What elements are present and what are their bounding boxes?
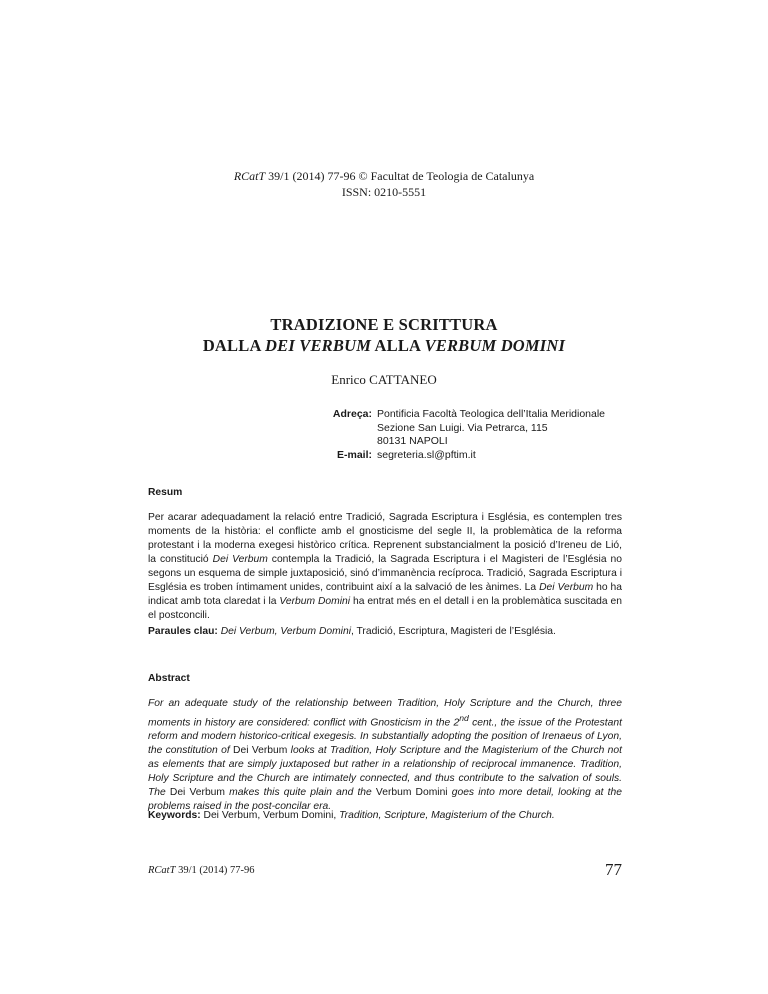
resum-text: Per acarar adequadament la relació entre Tradició, Sagrada Escriptura i Església, es contemplen tres moments de la història: el conflicte amb el gnosticisme del segle II, la problemàtica de la reforma protestant i la moderna exegesi històrico crítica. Reprenent substancialment la posició d’Ireneu de Lió, la constitució <box>148 512 622 565</box>
page-number: 77 <box>605 860 622 879</box>
title-part: DALLA <box>202 336 265 355</box>
footer-citation-text: 39/1 (2014) 77-96 <box>175 865 255 876</box>
resum-text: contempla la Tradició, la Sagrada Escriptura i el Magisteri de l’Església no segons un esquema de simple juxtaposició, sinó d’immanència recíproca. Tradició, Sagrada Escriptura i Església es troben íntimament unides, contribuint així a la salvació de les ànimes. La <box>148 554 622 593</box>
resum-text: ho ha indicat amb tota claredat i la <box>148 582 622 607</box>
abstract-text: cent., the issue of the Protestant reform and modern historico-critical exegesis. In substantially adopting the position of Irenaeus of Lyon, the constitution of <box>148 717 622 757</box>
journal-header <box>0 168 768 200</box>
abstract-paragraph <box>148 697 622 814</box>
citation-text: 39/1 (2014) 77-96 © Facultat de Teologia de Catalunya <box>265 169 535 183</box>
footer-journal-abbr: RCatT <box>148 865 176 876</box>
keywords-text: , Tradició, Escriptura, Magisteri de l’Església. <box>350 626 556 637</box>
title-italic-part: VERBUM DOMINI <box>424 336 566 355</box>
address-block <box>310 408 605 462</box>
title-line-1: TRADIZIONE E SCRITTURA <box>270 315 498 334</box>
address-line: Sezione San Luigi. Via Petrarca, 115 <box>377 421 548 434</box>
address-row <box>310 435 605 449</box>
resum-keywords <box>148 626 622 637</box>
address-line: 80131 NAPOLI <box>377 435 448 447</box>
keywords-label: Paraules clau: <box>148 626 218 637</box>
address-row <box>310 422 605 436</box>
footer-citation <box>148 865 254 876</box>
resum-italic: Dei Verbum <box>539 582 594 593</box>
address-label: Adreça: <box>332 408 372 420</box>
resum-italic: Dei Verbum <box>212 554 268 565</box>
abstract-text: For an adequate study of the relationship between Tradition, Holy Scripture and the Church, three moments in history are considered: conflict with Gnosticism in the 2 <box>148 698 622 729</box>
abstract-superscript: nd <box>459 713 469 723</box>
abstract-text: goes into more detail, looking at the problems raised in the post-concilar era. <box>148 787 622 813</box>
title-line-2 <box>0 335 768 356</box>
abstract-text: makes this quite plain and the <box>224 787 376 799</box>
resum-italic: Verbum Domini <box>279 596 351 607</box>
keywords-label: Keywords: <box>148 810 201 821</box>
resum-paragraph <box>148 511 622 623</box>
email-label: E-mail: <box>336 448 372 461</box>
resum-text: ha entrat més en el detall i en la problemàtica suscitada en el postconcili. <box>148 596 623 621</box>
issn: ISSN: 0210-5551 <box>341 185 427 199</box>
abstract-upright: Dei Verbum <box>169 787 225 799</box>
abstract-upright: Verbum Domini <box>375 787 448 799</box>
keywords-italic: Dei Verbum, Verbum Domini <box>220 626 351 637</box>
email-address[interactable]: segreteria.sl@pftim.it <box>377 448 476 461</box>
abstract-keywords <box>148 810 622 821</box>
journal-citation <box>0 168 768 184</box>
journal-abbr: RCatT <box>233 169 266 183</box>
resum-heading: Resum <box>148 487 183 498</box>
resum-section <box>148 486 622 623</box>
abstract-section <box>148 672 622 814</box>
abstract-heading: Abstract <box>148 673 190 684</box>
author-name: Enrico CATTANEO <box>331 372 437 387</box>
address-row <box>310 408 605 422</box>
address-line: Pontificia Facoltà Teologica dell’Italia Meridionale <box>377 408 606 420</box>
abstract-upright: Dei Verbum <box>233 745 288 757</box>
title-part: ALLA <box>371 336 425 355</box>
keywords-italic: Tradition, Scripture, Magisterium of the Church. <box>339 810 555 821</box>
abstract-text: looks at Tradition, Holy Scripture and the Magisterium of the Church not as elements that are simply juxtaposed but rather in a relationship of reciprocal immanence. Tradition, Holy Scripture and the Church are intimately connected, and thus contribute to the salvation of souls. The <box>148 745 622 799</box>
email-row <box>310 449 605 463</box>
title-italic-part: DEI VERBUM <box>265 336 372 355</box>
article-title <box>0 314 768 356</box>
keywords-text: Dei Verbum, Verbum Domini, <box>200 810 340 821</box>
